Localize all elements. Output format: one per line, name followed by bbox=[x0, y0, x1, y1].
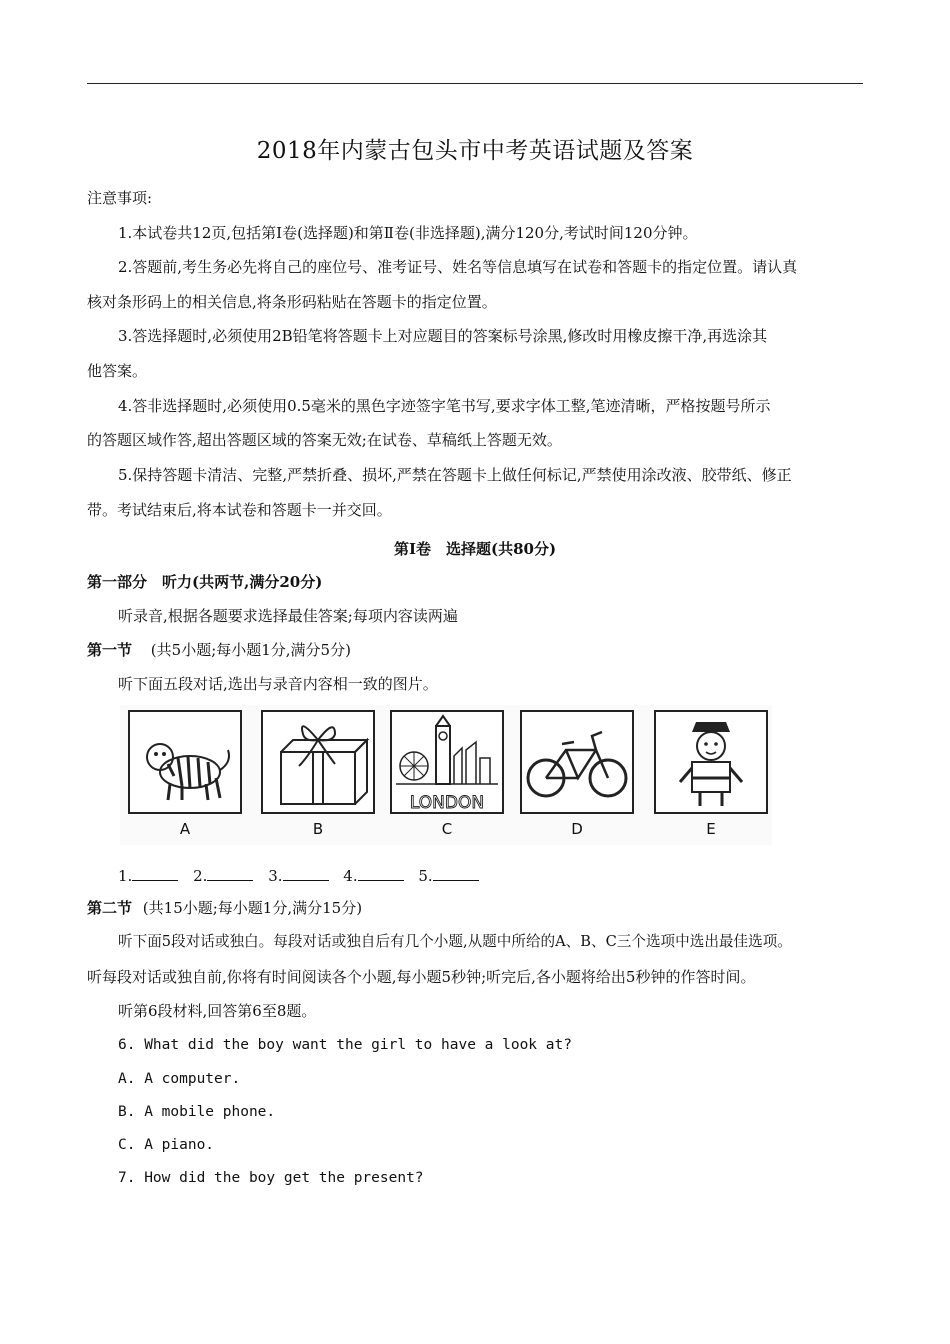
section2-title bbox=[87, 898, 877, 918]
blank-number: 2. bbox=[193, 867, 208, 885]
picture-label: E bbox=[706, 820, 716, 838]
section1-instruction: 听下面五段对话,选出与录音内容相一致的图片。 bbox=[118, 675, 438, 693]
question-7: 7. How did the boy get the present? bbox=[118, 1170, 424, 1186]
blank-number: 3. bbox=[268, 867, 283, 885]
answer-blank[interactable] bbox=[358, 866, 404, 881]
option-b: B. A mobile phone. bbox=[118, 1104, 276, 1120]
answer-blank[interactable] bbox=[132, 866, 178, 881]
notice-line: 1.本试卷共12页,包括第Ⅰ卷(选择题)和第Ⅱ卷(非选择题),满分120分,考试时间120分钟。 bbox=[118, 224, 698, 242]
blank-number: 4. bbox=[343, 867, 358, 885]
notice-line: 4.答非选择题时,必须使用0.5毫米的黑色字迹签字笔书写,要求字体工整,笔迹清晰，严格按题号所示 bbox=[118, 397, 771, 415]
blank-number: 1. bbox=[118, 867, 133, 885]
policeman-icon bbox=[654, 710, 768, 814]
tiger-icon bbox=[128, 710, 242, 814]
answer-blank[interactable] bbox=[207, 866, 253, 881]
notice-line: 5.保持答题卡清洁、完整,严禁折叠、损坏,严禁在答题卡上做任何标记,严禁使用涂改液、胶带纸、修正 bbox=[118, 466, 792, 484]
question-6: 6. What did the boy want the girl to have a look at? bbox=[118, 1037, 572, 1053]
material-note: 听第6段材料,回答第6至8题。 bbox=[118, 1002, 317, 1020]
picture-label: A bbox=[179, 820, 191, 838]
section2-heading: 第二节 bbox=[87, 899, 133, 917]
notice-line: 2.答题前,考生务必先将自己的座位号、准考证号、姓名等信息填写在试卷和答题卡的指定位置。请认真 bbox=[118, 258, 798, 276]
london-icon bbox=[390, 710, 504, 814]
section1-title bbox=[87, 640, 877, 660]
notice-line: 他答案。 bbox=[87, 362, 148, 380]
london-caption: LONDON bbox=[409, 793, 485, 812]
section1-heading: 第一节 bbox=[87, 641, 133, 659]
section2-instruction: 听下面5段对话或独白。每段对话或独自后有几个小题,从题中所给的A、B、C三个选项中选出最佳选项。 bbox=[118, 933, 792, 950]
header-rule bbox=[87, 83, 863, 84]
answer-blank[interactable] bbox=[283, 866, 329, 881]
volume1-heading: 第Ⅰ卷 选择题(共80分) bbox=[393, 540, 557, 558]
option-a: A. A computer. bbox=[118, 1071, 241, 1087]
notice-line: 带。考试结束后,将本试卷和答题卡一并交回。 bbox=[87, 501, 392, 519]
notice-line: 核对条形码上的相关信息,将条形码粘贴在答题卡的指定位置。 bbox=[87, 293, 497, 311]
picture-label: B bbox=[312, 820, 324, 838]
blank-number: 5. bbox=[418, 867, 433, 885]
notice-line: 3.答选择题时,必须使用2B铅笔将答题卡上对应题目的答案标号涂黑,修改时用橡皮擦干净,再选涂其 bbox=[118, 327, 768, 345]
part1-instruction: 听录音,根据各题要求选择最佳答案;每项内容读两遍 bbox=[118, 607, 458, 625]
option-c: C. A piano. bbox=[118, 1137, 215, 1153]
section1-info: (共5小题;每小题1分,满分5分) bbox=[150, 641, 351, 659]
picture-options bbox=[120, 705, 772, 845]
part1-heading: 第一部分 听力(共两节,满分20分) bbox=[87, 573, 323, 591]
notice-line: 的答题区域作答,超出答题区域的答案无效;在试卷、草稿纸上答题无效。 bbox=[87, 431, 562, 449]
page-title: 2018年内蒙古包头市中考英语试题及答案 bbox=[256, 138, 694, 164]
notice-header: 注意事项: bbox=[87, 189, 153, 207]
bicycle-icon bbox=[520, 710, 634, 814]
section2-instruction: 听每段对话或独自前,你将有时间阅读各个小题,每小题5秒钟;听完后,各小题将给出5秒钟的作答时间。 bbox=[87, 968, 756, 986]
answer-blanks bbox=[118, 866, 908, 886]
picture-label: C bbox=[441, 820, 453, 838]
picture-label: D bbox=[571, 820, 583, 838]
answer-blank[interactable] bbox=[433, 866, 479, 881]
section2-info: (共15小题;每小题1分,满分15分) bbox=[142, 899, 363, 917]
gift-box-icon bbox=[261, 710, 375, 814]
